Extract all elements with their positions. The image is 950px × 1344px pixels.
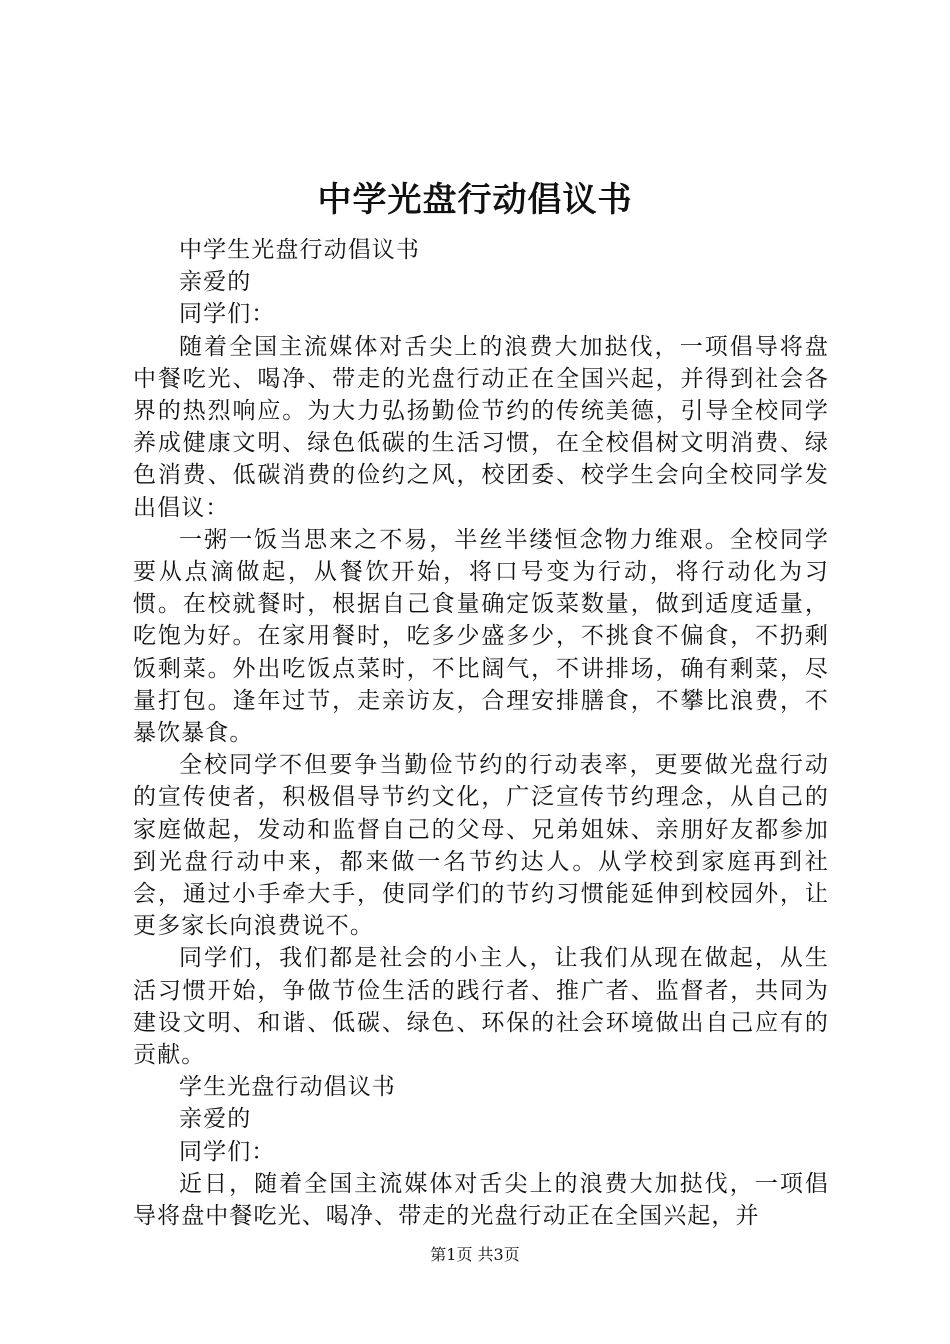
- document-body: [133, 234, 829, 1232]
- paragraph-subtitle-2: 学生光盘行动倡议书: [179, 1074, 396, 1101]
- paragraph-subtitle-1: 中学生光盘行动倡议书: [179, 237, 420, 263]
- paragraph-salutation-1a: 亲爱的: [179, 269, 252, 296]
- paragraph-salutation-1b: 同学们：: [179, 301, 276, 328]
- paragraph-body: 近日，随着全国主流媒体对舌尖上的浪费大加挞伐，一项倡导将盘中餐吃光、喝净、带走的光盘行动正在全国兴起，并: [133, 1170, 829, 1230]
- paragraph-body: 随着全国主流媒体对舌尖上的浪费大加挞伐，一项倡导将盘中餐吃光、喝净、带走的光盘行动正在全国兴起，并得到社会各界的热烈响应。为大力弘扬勤俭节约的传统美德，引导全校同学养成健康文明、绿色低碳的生活习惯，在全校倡树文明消费、绿色消费、低碳消费的俭约之风，校团委、校学生会向全校同学发出倡议：: [133, 333, 829, 521]
- paragraph-body: 一粥一饭当思来之不易，半丝半缕恒念物力维艰。全校同学要从点滴做起，从餐饮开始，将口号变为行动，将行动化为习惯。在校就餐时，根据自己食量确定饭菜数量，做到适度适量，吃饱为好。在家用餐时，吃多少盛多少，不挑食不偏食，不扔剩饭剩菜。外出吃饭点菜时，不比阔气，不讲排场，确有剩菜，尽量打包。逢年过节，走亲访友，合理安排膳食，不攀比浪费，不暴饮暴食。: [133, 526, 829, 747]
- page-footer: 第1页 共3页: [430, 1245, 520, 1264]
- paragraph-salutation-2b: 同学们：: [179, 1138, 276, 1165]
- paragraph-body: 全校同学不但要争当勤俭节约的行动表率，更要做光盘行动的宣传使者，积极倡导节约文化，广泛宣传节约理念，从自己的家庭做起，发动和监督自己的父母、兄弟姐妹、亲朋好友都参加到光盘行动中来，都来做一名节约达人。从学校到家庭再到社会，通过小手牵大手，使同学们的节约习惯能延伸到校园外，让更多家长向浪费说不。: [133, 752, 829, 940]
- document-title: 中学光盘行动倡议书: [317, 180, 633, 220]
- paragraph-body: 同学们，我们都是社会的小主人，让我们从现在做起，从生活习惯开始，争做节俭生活的践行者、推广者、监督者，共同为建设文明、和谐、低碳、绿色、环保的社会环境做出自己应有的贡献。: [133, 945, 829, 1069]
- paragraph-salutation-2a: 亲爱的: [179, 1106, 252, 1133]
